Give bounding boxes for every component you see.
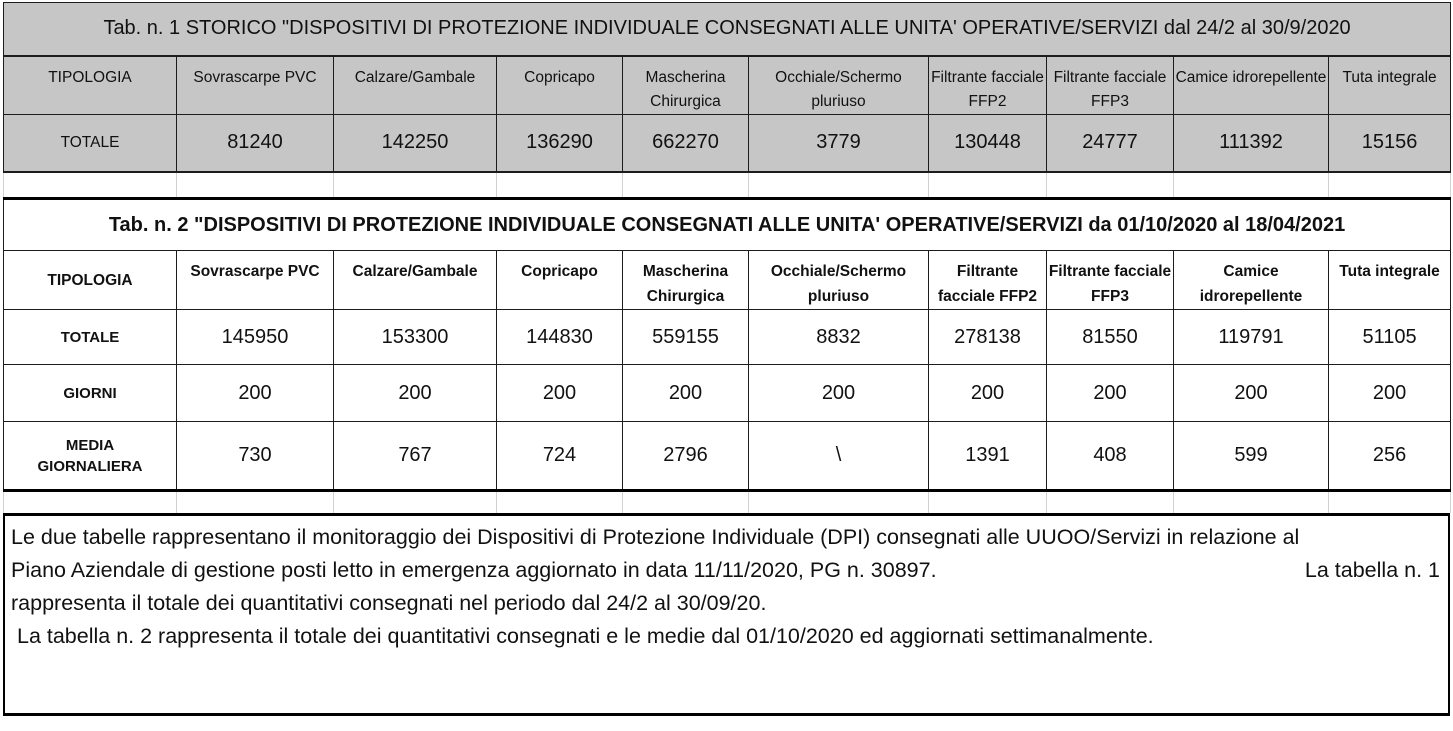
table-2-value-cell: 153300 bbox=[334, 310, 497, 365]
footnote-line-2-left: Piano Aziendale di gestione posti letto in emergenza aggiornato in data 11/11/2020, PG n. 30897. bbox=[11, 557, 937, 582]
table-2-value-cell: 278138 bbox=[929, 310, 1047, 365]
table-2-value-cell: 200 bbox=[1047, 365, 1174, 422]
table-1-totale-row bbox=[4, 114, 1451, 172]
table-1-header-row bbox=[4, 56, 1451, 115]
table-2-value-cell: 144830 bbox=[497, 310, 623, 365]
table-2-header-cell: Filtrante facciale FFP2 bbox=[929, 251, 1047, 310]
table-1-storico bbox=[3, 2, 1451, 197]
table-1-value-cell: 130448 bbox=[929, 114, 1047, 172]
table-1-value-cell: 81240 bbox=[177, 114, 334, 172]
footnote-line-2 bbox=[11, 554, 1440, 587]
table-2-header-tipologia: TIPOLOGIA bbox=[4, 251, 177, 310]
table-1-value-cell: 136290 bbox=[497, 114, 623, 172]
table-2-header-cell: Filtrante facciale FFP3 bbox=[1047, 251, 1174, 310]
table-2-header-cell: Tuta integrale bbox=[1329, 251, 1451, 310]
table-1-value-cell: 24777 bbox=[1047, 114, 1174, 172]
table-2-value-cell: 730 bbox=[177, 422, 334, 491]
table-1-header-cell: Occhiale/Schermo pluriuso bbox=[749, 56, 929, 115]
table-1-header-cell: Filtrante facciale FFP3 bbox=[1047, 56, 1174, 115]
table-2-value-cell: 51105 bbox=[1329, 310, 1451, 365]
table-2-header-cell: Sovrascarpe PVC bbox=[177, 251, 334, 310]
table-2-giorni-row bbox=[4, 365, 1451, 422]
table-2-value-cell: 767 bbox=[334, 422, 497, 491]
table-2-value-cell: 599 bbox=[1174, 422, 1329, 491]
footnote-line-2-right: La tabella n. 1 bbox=[1304, 557, 1440, 582]
table-2-row-label: TOTALE bbox=[4, 310, 177, 365]
spacer-row bbox=[4, 172, 1451, 197]
table-2-value-cell: 200 bbox=[334, 365, 497, 422]
table-2-title: Tab. n. 2 "DISPOSITIVI DI PROTEZIONE INDIVIDUALE CONSEGNATI ALLE UNITA' OPERATIVE/SERVIZI da 01/10/2020 al 18/04/2021 bbox=[4, 199, 1451, 251]
table-2-header-row bbox=[4, 251, 1451, 310]
table-1-value-cell: 15156 bbox=[1329, 114, 1451, 172]
table-2-header-cell: Copricapo bbox=[497, 251, 623, 310]
footnote-line-3: rappresenta il totale dei quantitativi consegnati nel periodo dal 24/2 al 30/09/20. bbox=[11, 590, 767, 615]
footnote-line-4: La tabella n. 2 rappresenta il totale dei quantitativi consegnati e le medie dal 01/10/2020 ed aggiornati settimanalmente. bbox=[11, 623, 1154, 648]
table-1-row-label: TOTALE bbox=[4, 114, 177, 172]
table-2-value-cell: 256 bbox=[1329, 422, 1451, 491]
table-2-aggiornata bbox=[3, 197, 1451, 513]
table-2-row-label: GIORNI bbox=[4, 365, 177, 422]
table-2-totale-row bbox=[4, 310, 1451, 365]
table-2-value-cell: 119791 bbox=[1174, 310, 1329, 365]
table-1-header-cell: Copricapo bbox=[497, 56, 623, 115]
table-1-header-cell: Calzare/Gambale bbox=[334, 56, 497, 115]
table-2-value-cell: 559155 bbox=[623, 310, 749, 365]
table-1-value-cell: 662270 bbox=[623, 114, 749, 172]
table-2-value-cell: 81550 bbox=[1047, 310, 1174, 365]
table-1-header-cell: Camice idrorepellente bbox=[1174, 56, 1329, 115]
table-1-value-cell: 142250 bbox=[334, 114, 497, 172]
table-2-value-cell: 200 bbox=[1329, 365, 1451, 422]
table-2-row-label: MEDIA GIORNALIERA bbox=[4, 422, 177, 491]
table-2-value-cell: 1391 bbox=[929, 422, 1047, 491]
table-2-value-cell: 200 bbox=[623, 365, 749, 422]
table-2-value-cell: 8832 bbox=[749, 310, 929, 365]
table-2-value-cell: 724 bbox=[497, 422, 623, 491]
table-1-header-cell: Tuta integrale bbox=[1329, 56, 1451, 115]
table-2-value-cell: \ bbox=[749, 422, 929, 491]
table-2-value-cell: 200 bbox=[177, 365, 334, 422]
table-1-title-row bbox=[4, 3, 1451, 56]
table-2-value-cell: 408 bbox=[1047, 422, 1174, 491]
footnote-line-1: Le due tabelle rappresentano il monitoraggio dei Dispositivi di Protezione Individuale (DPI) consegnati alle UUOO/Servizi in relazione al bbox=[11, 524, 1300, 549]
table-2-header-cell: Mascherina Chirurgica bbox=[623, 251, 749, 310]
table-1-header-tipologia: TIPOLOGIA bbox=[4, 56, 177, 115]
footnote-box bbox=[3, 513, 1450, 716]
table-1-header-cell: Mascherina Chirurgica bbox=[623, 56, 749, 115]
table-1-value-cell: 111392 bbox=[1174, 114, 1329, 172]
table-2-value-cell: 200 bbox=[929, 365, 1047, 422]
table-1-value-cell: 3779 bbox=[749, 114, 929, 172]
table-1-header-cell: Filtrante facciale FFP2 bbox=[929, 56, 1047, 115]
table-2-value-cell: 200 bbox=[749, 365, 929, 422]
table-1-title: Tab. n. 1 STORICO "DISPOSITIVI DI PROTEZIONE INDIVIDUALE CONSEGNATI ALLE UNITA' OPERATIVE/SERVIZI dal 24/2 al 30/9/2020 bbox=[4, 3, 1451, 56]
table-2-header-cell: Calzare/Gambale bbox=[334, 251, 497, 310]
table-2-header-cell: Occhiale/Schermo pluriuso bbox=[749, 251, 929, 310]
table-2-media-row bbox=[4, 422, 1451, 491]
table-2-value-cell: 200 bbox=[1174, 365, 1329, 422]
table-2-value-cell: 145950 bbox=[177, 310, 334, 365]
spacer-row bbox=[4, 491, 1451, 513]
table-1-header-cell: Sovrascarpe PVC bbox=[177, 56, 334, 115]
table-2-value-cell: 2796 bbox=[623, 422, 749, 491]
table-2-header-cell: Camice idrorepellente bbox=[1174, 251, 1329, 310]
table-2-title-row bbox=[4, 199, 1451, 251]
table-2-value-cell: 200 bbox=[497, 365, 623, 422]
